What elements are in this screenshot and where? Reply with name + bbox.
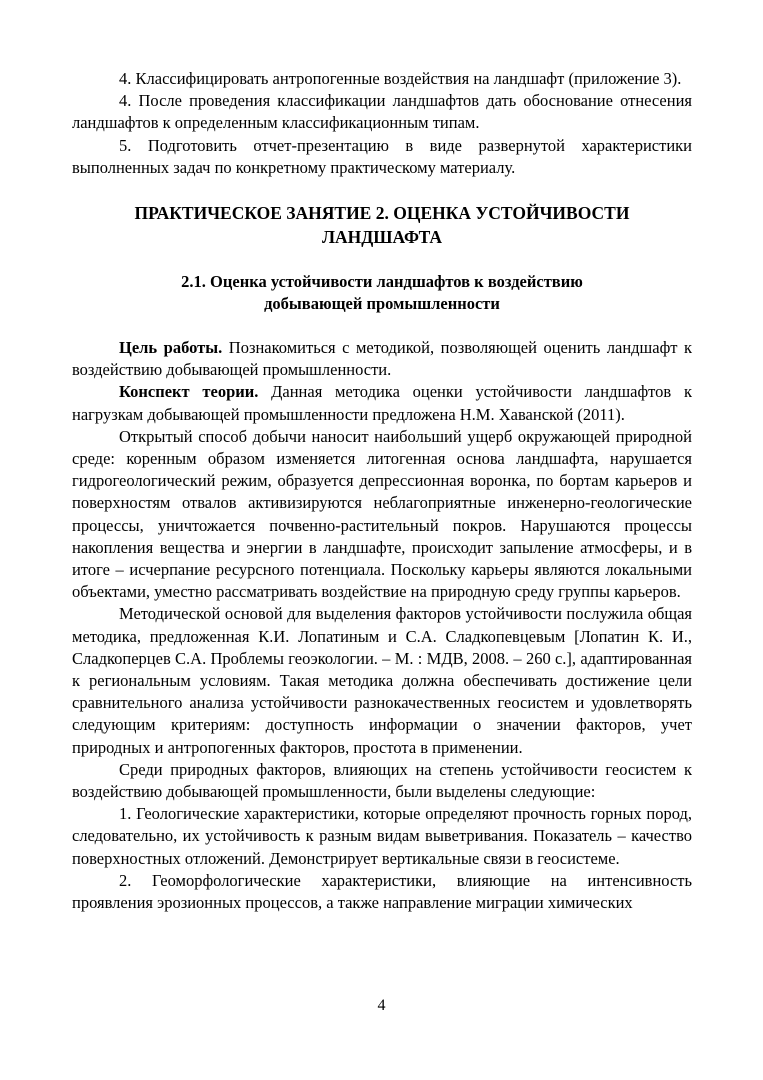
- subsection-heading-line-1: 2.1. Оценка устойчивости ландшафтов к воздействию: [181, 272, 583, 292]
- document-page: [72, 68, 692, 914]
- page-number: 4: [377, 997, 386, 1014]
- subsection-heading: [72, 271, 692, 315]
- intro-paragraph-3: 5. Подготовить отчет-презентацию в виде развернутой характеристики выполненных задач по конкретному практическому материалу.: [72, 135, 692, 177]
- body-paragraph-5: 2. Геоморфологические характеристики, влияющие на интенсивность проявления эрозионных процессов, а также направление миграции химических: [72, 870, 692, 913]
- body-paragraph-1: Открытый способ добычи наносит наибольший ущерб окружающей природной среде: коренным образом изменяется литогенная основа ландшафта, нарушается гидрогеологический режим, образуется депрессионная воронка, по бортам карьеров и поверхностям отвалов активизируются неблагоприятные инженерно-геологические процессы, уничтожается почвенно-растительный покров. Нарушаются процессы накопления вещества и энергии в ландшафте, происходит запыление атмосферы, и в итоге – исчерпание ресурсного потенциала. Поскольку карьеры являются локальными объектами, уместно рассматривать воздействие на природную среду группы карьеров.: [72, 426, 692, 602]
- body-paragraph-4: 1. Геологические характеристики, которые определяют прочность горных пород, следовательно, их устойчивость к разным видам выветривания. Показатель – качество поверхностных отложений. Демонстрирует вертикальные связи в геосистеме.: [72, 804, 692, 868]
- intro-paragraph-2: 4. После проведения классификации ландшафтов дать обоснование отнесения ландшафтов к определенным классификационным типам.: [72, 91, 692, 133]
- body-paragraph-3: Среди природных факторов, влияющих на степень устойчивости геосистем к воздействию добывающей промышленности, были выделены следующие:: [72, 759, 692, 802]
- section-heading: [72, 201, 692, 249]
- body-paragraph-2: Методической основой для выделения факторов устойчивости послужила общая методика, предложенная К.И. Лопатиным и С.А. Сладкопевцевым [Лопатин К. И., Сладкоперцев С.А. Проблемы геоэкологии. – М. : МДВ, 2008. – 260 с.], адаптированная к региональным условиям. Такая методика должна обеспечивать достижение цели сравнительного анализа устойчивости разнокачественных геосистем и удовлетворять следующим критериям: доступность информации о значении факторов, учет природных и антропогенных факторов, простота в применении.: [72, 604, 692, 757]
- subsection-heading-line-2: добывающей промышленности: [264, 294, 500, 314]
- intro-paragraph-1: 4. Классифицировать антропогенные воздействия на ландшафт (приложение 3).: [119, 69, 682, 88]
- goal-paragraph: [72, 337, 692, 381]
- theory-text: Данная методика оценки устойчивости ландшафтов к нагрузкам добывающей промышленности предложена Н.М. Хаванской (2011).: [72, 382, 692, 424]
- theory-label: Конспект теории.: [119, 382, 259, 402]
- goal-label: Цель работы.: [119, 338, 223, 358]
- goal-text: Познакомиться с методикой, позволяющей оценить ландшафт к воздействию добывающей промышленности.: [72, 338, 693, 380]
- theory-paragraph: [72, 381, 692, 425]
- section-heading-line-2: ЛАНДШАФТА: [321, 227, 443, 248]
- section-heading-line-1: ПРАКТИЧЕСКОЕ ЗАНЯТИЕ 2. ОЦЕНКА УСТОЙЧИВОСТИ: [134, 203, 630, 224]
